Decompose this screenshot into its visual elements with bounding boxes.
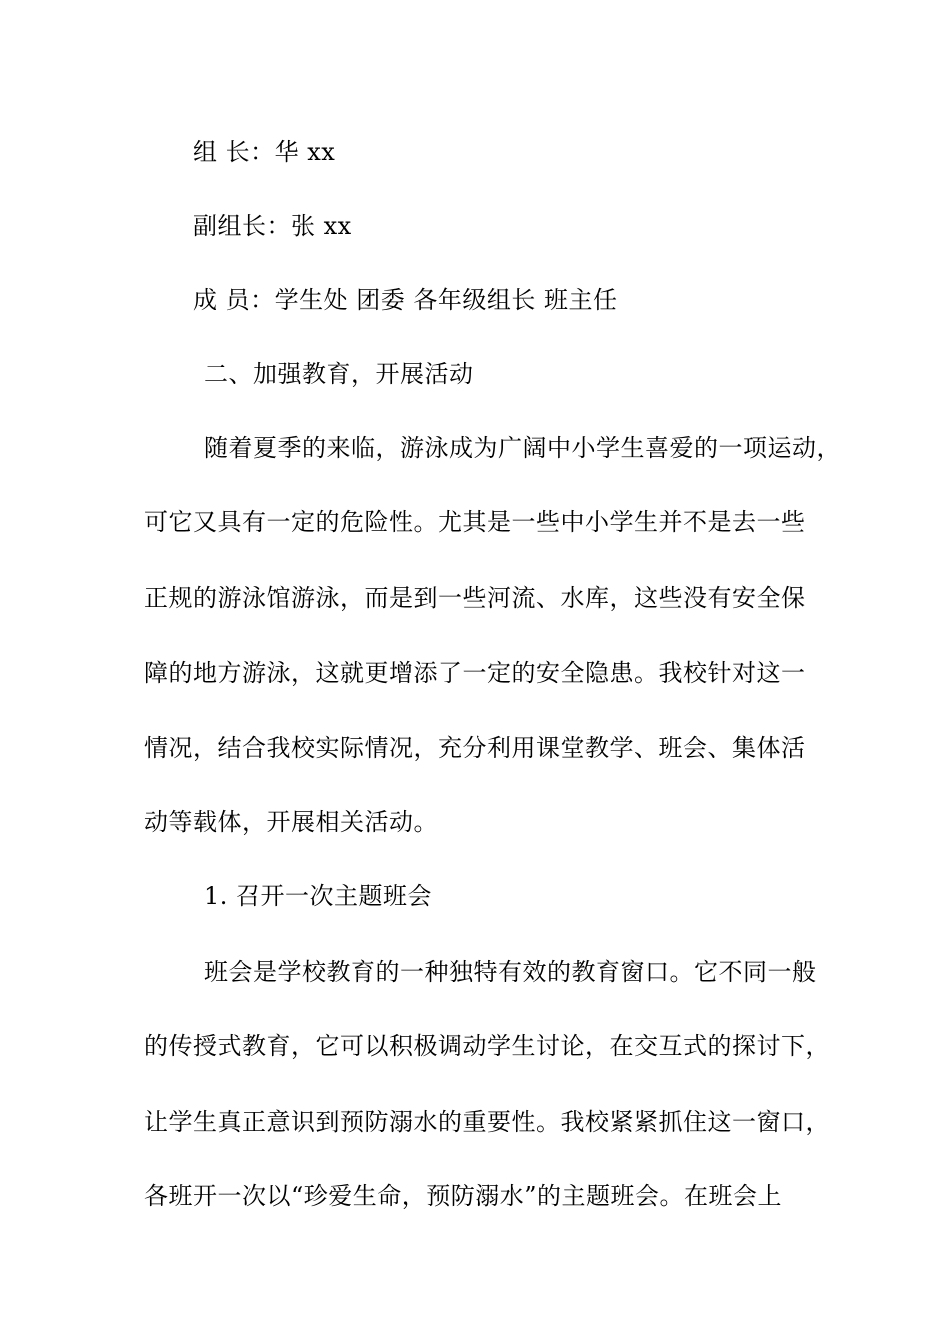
paragraph-line: 障的地方游泳，这就更增添了一定的安全隐患。我校针对这一 xyxy=(144,659,806,687)
paragraph-line: 情况，结合我校实际情况，充分利用课堂教学、班会、集体活 xyxy=(144,734,806,762)
members-line: 成 员：学生处 团委 各年级组长 班主任 xyxy=(193,286,618,314)
section-heading: 二、加强教育，开展活动 xyxy=(204,360,474,388)
leader-line: 组 长：华 xx xyxy=(193,138,336,166)
paragraph-line: 随着夏季的来临，游泳成为广阔中小学生喜爱的一项运动， xyxy=(204,434,841,462)
paragraph-line: 让学生真正意识到预防溺水的重要性。我校紧紧抓住这一窗口， xyxy=(144,1108,830,1136)
deputy-leader-line: 副组长：张 xx xyxy=(193,212,352,240)
subsection-heading: 1. 召开一次主题班会 xyxy=(204,882,433,910)
paragraph-line: 可它又具有一定的危险性。尤其是一些中小学生并不是去一些 xyxy=(144,508,806,536)
paragraph-line: 动等载体，开展相关活动。 xyxy=(144,808,438,836)
paragraph-line: 各班开一次以“珍爱生命，预防溺水”的主题班会。在班会上 xyxy=(144,1182,783,1210)
paragraph-line: 的传授式教育，它可以积极调动学生讨论，在交互式的探讨下， xyxy=(144,1032,830,1060)
paragraph-line: 班会是学校教育的一种独特有效的教育窗口。它不同一般 xyxy=(204,958,817,986)
paragraph-line: 正规的游泳馆游泳，而是到一些河流、水库，这些没有安全保 xyxy=(144,584,806,612)
